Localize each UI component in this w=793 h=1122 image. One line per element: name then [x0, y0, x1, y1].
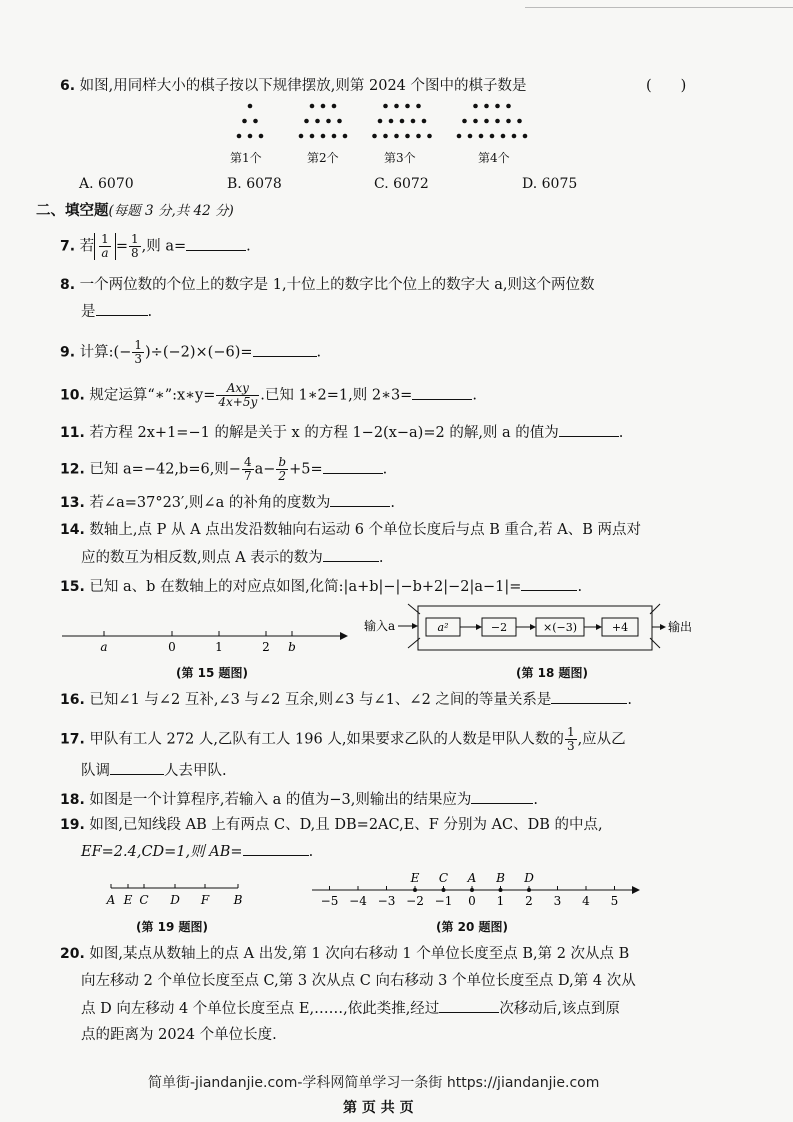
option-d: D. 6075 [522, 176, 578, 192]
answer-blank[interactable] [439, 998, 499, 1013]
axis-arrow [340, 632, 348, 640]
answer-blank[interactable] [559, 422, 619, 437]
figure-15-number-line [60, 622, 350, 656]
question-20: 20. 如图,某点从数轴上的点 A 出发,第 1 次向右移动 1 个单位长度至点 B,第 2 次从点 B [60, 946, 630, 962]
tick-label: −3 [377, 894, 396, 908]
chess-piece-dot [332, 134, 337, 139]
answer-blank[interactable] [96, 301, 148, 316]
figure-19-segment [100, 878, 260, 910]
point-label: B [496, 871, 505, 885]
point-label-d: D [170, 893, 180, 907]
tick-label: −2 [406, 894, 424, 908]
chess-piece-dot [310, 104, 315, 109]
chess-piece-dot [490, 134, 495, 139]
chess-piece-dot [411, 119, 416, 124]
flow-arrowhead [660, 624, 666, 630]
chess-piece-dot [337, 119, 342, 124]
chess-piece-dot [484, 119, 489, 124]
chess-piece-dot [422, 119, 427, 124]
chess-piece-dot [378, 119, 383, 124]
chess-piece-dot [259, 134, 264, 139]
question-12: 12. 已知 a=−42,b=6,则− $\frac{4}{7}$ a− $\frac{b}{2}$ +5= . [60, 455, 388, 483]
chess-piece-dot [248, 134, 253, 139]
watermark-text: 简单街-jiandanjie.com-学科网简单学习一条街 https://jiandanjie.com [148, 1075, 600, 1091]
question-19: 19. 如图,已知线段 AB 上有两点 C、D,且 DB=2AC,E、F 分别为 AC、DB 的中点, [60, 817, 603, 833]
top-rule [525, 7, 793, 8]
tick-label-2: 2 [262, 640, 270, 654]
figure-18-caption: (第 18 题图) [516, 666, 589, 680]
flow-box-minus2-label: −2 [490, 621, 508, 634]
flow-arrowhead [596, 624, 602, 630]
fig-label-3: 第3个 [384, 151, 416, 165]
point-label-e: E [123, 893, 133, 907]
page-number: 第 页 共 页 [343, 1100, 414, 1116]
point-label-a: A [106, 893, 116, 907]
question-14-line2: 应的数互为相反数,则点 A 表示的数为 . [81, 547, 383, 568]
question-8: 8. 一个两位数的个位上的数字是 1,十位上的数字比个位上的数字大 a,则这个两位数 [60, 277, 595, 293]
point-label: D [524, 871, 534, 885]
chess-piece-dot [517, 119, 522, 124]
option-b: B. 6078 [227, 176, 282, 192]
question-16: 16. 已知∠1 与∠2 互补,∠3 与∠2 互余,则∠3 与∠1、∠2 之间的等量关系是 . [60, 689, 632, 710]
question-7: 7. 若 $\frac{1}{a}$ = $\frac{1}{8}$ ,则 a= . [60, 232, 251, 260]
point-label: A [467, 871, 477, 885]
chess-piece-dot [495, 119, 500, 124]
answer-blank[interactable] [186, 236, 246, 251]
chess-piece-dot [304, 119, 309, 124]
question-9: 9. 计算:(− $\frac{1}{3}$ )÷(−2)×(−6)= . [60, 338, 322, 366]
answer-blank[interactable] [330, 492, 390, 507]
tick-label-1: 1 [215, 640, 223, 654]
answer-blank[interactable] [323, 547, 379, 562]
chess-piece-dot [427, 134, 432, 139]
chess-piece-dot [248, 104, 253, 109]
flow-input-label: 输入a [364, 619, 396, 633]
answer-blank[interactable] [110, 760, 164, 775]
point-dot [499, 888, 503, 892]
figure-18-flowchart [362, 600, 698, 656]
chess-piece-dot [495, 104, 500, 109]
chess-piece-dot [299, 134, 304, 139]
point-dot [470, 888, 474, 892]
chess-piece-dot [405, 104, 410, 109]
question-20-line2: 向左移动 2 个单位长度至点 C,第 3 次从点 C 向右移动 3 个单位长度至点 D,第 4 次从 [81, 973, 636, 989]
chess-piece-dot [506, 104, 511, 109]
pattern-dots [237, 104, 528, 139]
chess-piece-dot [394, 104, 399, 109]
chess-piece-dot [394, 134, 399, 139]
answer-blank[interactable] [412, 385, 472, 400]
absolute-value: $\frac{1}{a}$ [94, 233, 116, 260]
tick-label: 4 [582, 894, 590, 908]
question-17-line2: 队调 人去甲队. [81, 760, 227, 781]
chess-piece-dot [462, 119, 467, 124]
chess-piece-dot [326, 119, 331, 124]
answer-blank[interactable] [243, 841, 309, 856]
chess-piece-dot [343, 134, 348, 139]
tick-label-a: a [100, 640, 108, 654]
chess-piece-dot [389, 119, 394, 124]
chess-piece-dot [332, 104, 337, 109]
chess-piece-dot [383, 134, 388, 139]
chess-piece-dot [416, 134, 421, 139]
chess-piece-dot [310, 134, 315, 139]
point-label: E [410, 871, 420, 885]
flow-output-label: 输出 [668, 620, 693, 634]
chess-piece-dot [237, 134, 242, 139]
question-18: 18. 如图是一个计算程序,若输入 a 的值为−3,则输出的结果应为 . [60, 789, 538, 810]
flow-box-plus4-label: +4 [611, 621, 629, 634]
fig15-ticks [100, 631, 295, 654]
question-11: 11. 若方程 2x+1=−1 的解是关于 x 的方程 1−2(x−a)=2 的解,则 a 的值为 . [60, 422, 623, 443]
chess-piece-dot [372, 134, 377, 139]
chess-piece-dot [479, 134, 484, 139]
point-label-f: F [200, 893, 210, 907]
chess-piece-dot [512, 134, 517, 139]
chess-piece-dot [473, 119, 478, 124]
question-19-line2: EF=2.4,CD=1,则 AB= . [81, 841, 313, 862]
point-label-c: C [139, 893, 149, 907]
tick-label: 5 [610, 894, 619, 908]
figure-20-number-line [308, 868, 644, 912]
flow-arrowhead [530, 624, 536, 630]
chess-piece-dot [321, 104, 326, 109]
point-label: C [438, 871, 449, 885]
answer-blank[interactable] [323, 459, 383, 474]
point-label-b: B [233, 893, 243, 907]
answer-blank[interactable] [253, 342, 317, 357]
question-13: 13. 若∠a=37°23′,则∠a 的补角的度数为 . [60, 492, 395, 513]
tick-label-0: 0 [168, 640, 176, 654]
tick-label: −1 [434, 894, 453, 908]
figure-15-caption: (第 15 题图) [176, 666, 249, 680]
tick-label: 2 [525, 894, 533, 908]
fig20-points [410, 871, 535, 892]
chess-piece-dot [405, 134, 410, 139]
point-dot [527, 888, 531, 892]
answer-blank[interactable] [551, 689, 627, 704]
question-20-line4: 点的距离为 2024 个单位长度. [81, 1027, 277, 1043]
tick-label: 3 [553, 894, 562, 908]
section-heading: 二、填空题(每题 3 分,共 42 分) [36, 202, 234, 219]
fig-label-1: 第1个 [230, 151, 262, 165]
question-17: 17. 甲队有工人 272 人,乙队有工人 196 人,如果要求乙队的人数是甲队人数的 $\frac{1}{3}$ ,应从乙 [60, 725, 626, 753]
question-6: 6. 如图,用同样大小的棋子按以下规律摆放,则第 2024 个图中的棋子数是 [60, 78, 527, 94]
chess-piece-dot [253, 119, 258, 124]
tick-label: −4 [349, 894, 367, 908]
tick-label: 0 [468, 894, 476, 908]
chess-piece-dot [501, 134, 506, 139]
flow-arrowhead [476, 624, 482, 630]
chess-piece-dot [468, 134, 473, 139]
fig19-points [106, 884, 243, 907]
figure-20-caption: (第 20 题图) [436, 920, 509, 934]
option-c: C. 6072 [374, 176, 429, 192]
chess-piece-dot [315, 119, 320, 124]
point-dot [413, 888, 417, 892]
chess-piece-dot [321, 134, 326, 139]
tick-label: −5 [320, 894, 339, 908]
chess-piece-dot [484, 104, 489, 109]
chess-pattern-figure [220, 100, 540, 148]
chess-piece-dot [457, 134, 462, 139]
chess-piece-dot [523, 134, 528, 139]
question-15: 15. 已知 a、b 在数轴上的对应点如图,化简:|a+b|−|−b+2|−2|a−1|= . [60, 576, 582, 597]
flow-arrowhead [412, 623, 418, 629]
tick-label-b: b [288, 640, 296, 654]
option-a: A. 6070 [79, 176, 134, 192]
axis-arrow [632, 886, 640, 894]
flow-box-square-label: a² [437, 621, 449, 634]
fig-label-2: 第2个 [307, 151, 339, 165]
fig20-ticks [321, 886, 619, 908]
figure-19-caption: (第 19 题图) [136, 920, 209, 934]
chess-piece-dot [416, 104, 421, 109]
flow-box-times-label: ×(−3) [542, 621, 578, 634]
chess-piece-dot [400, 119, 405, 124]
tick-label: 1 [496, 894, 505, 908]
answer-paren: ( ) [646, 78, 687, 94]
chess-piece-dot [506, 119, 511, 124]
fig-label-4: 第4个 [478, 151, 510, 165]
chess-piece-dot [242, 119, 247, 124]
answer-blank[interactable] [521, 576, 577, 591]
point-dot [442, 888, 446, 892]
answer-blank[interactable] [471, 789, 533, 804]
chess-piece-dot [473, 104, 478, 109]
chess-piece-dot [383, 104, 388, 109]
question-14: 14. 数轴上,点 P 从 A 点出发沿数轴向右运动 6 个单位长度后与点 B 重合,若 A、B 两点对 [60, 522, 641, 538]
question-10: 10. 规定运算“∗”:x∗y= $\frac{\text{Axy}}{4x+5y}$ .已知 1∗2=1,则 2∗3= . [60, 381, 477, 409]
question-20-line3: 点 D 向左移动 4 个单位长度至点 E,……,依此类推,经过 次移动后,该点到原 [81, 998, 620, 1019]
question-8-line2: 是 . [81, 301, 152, 322]
